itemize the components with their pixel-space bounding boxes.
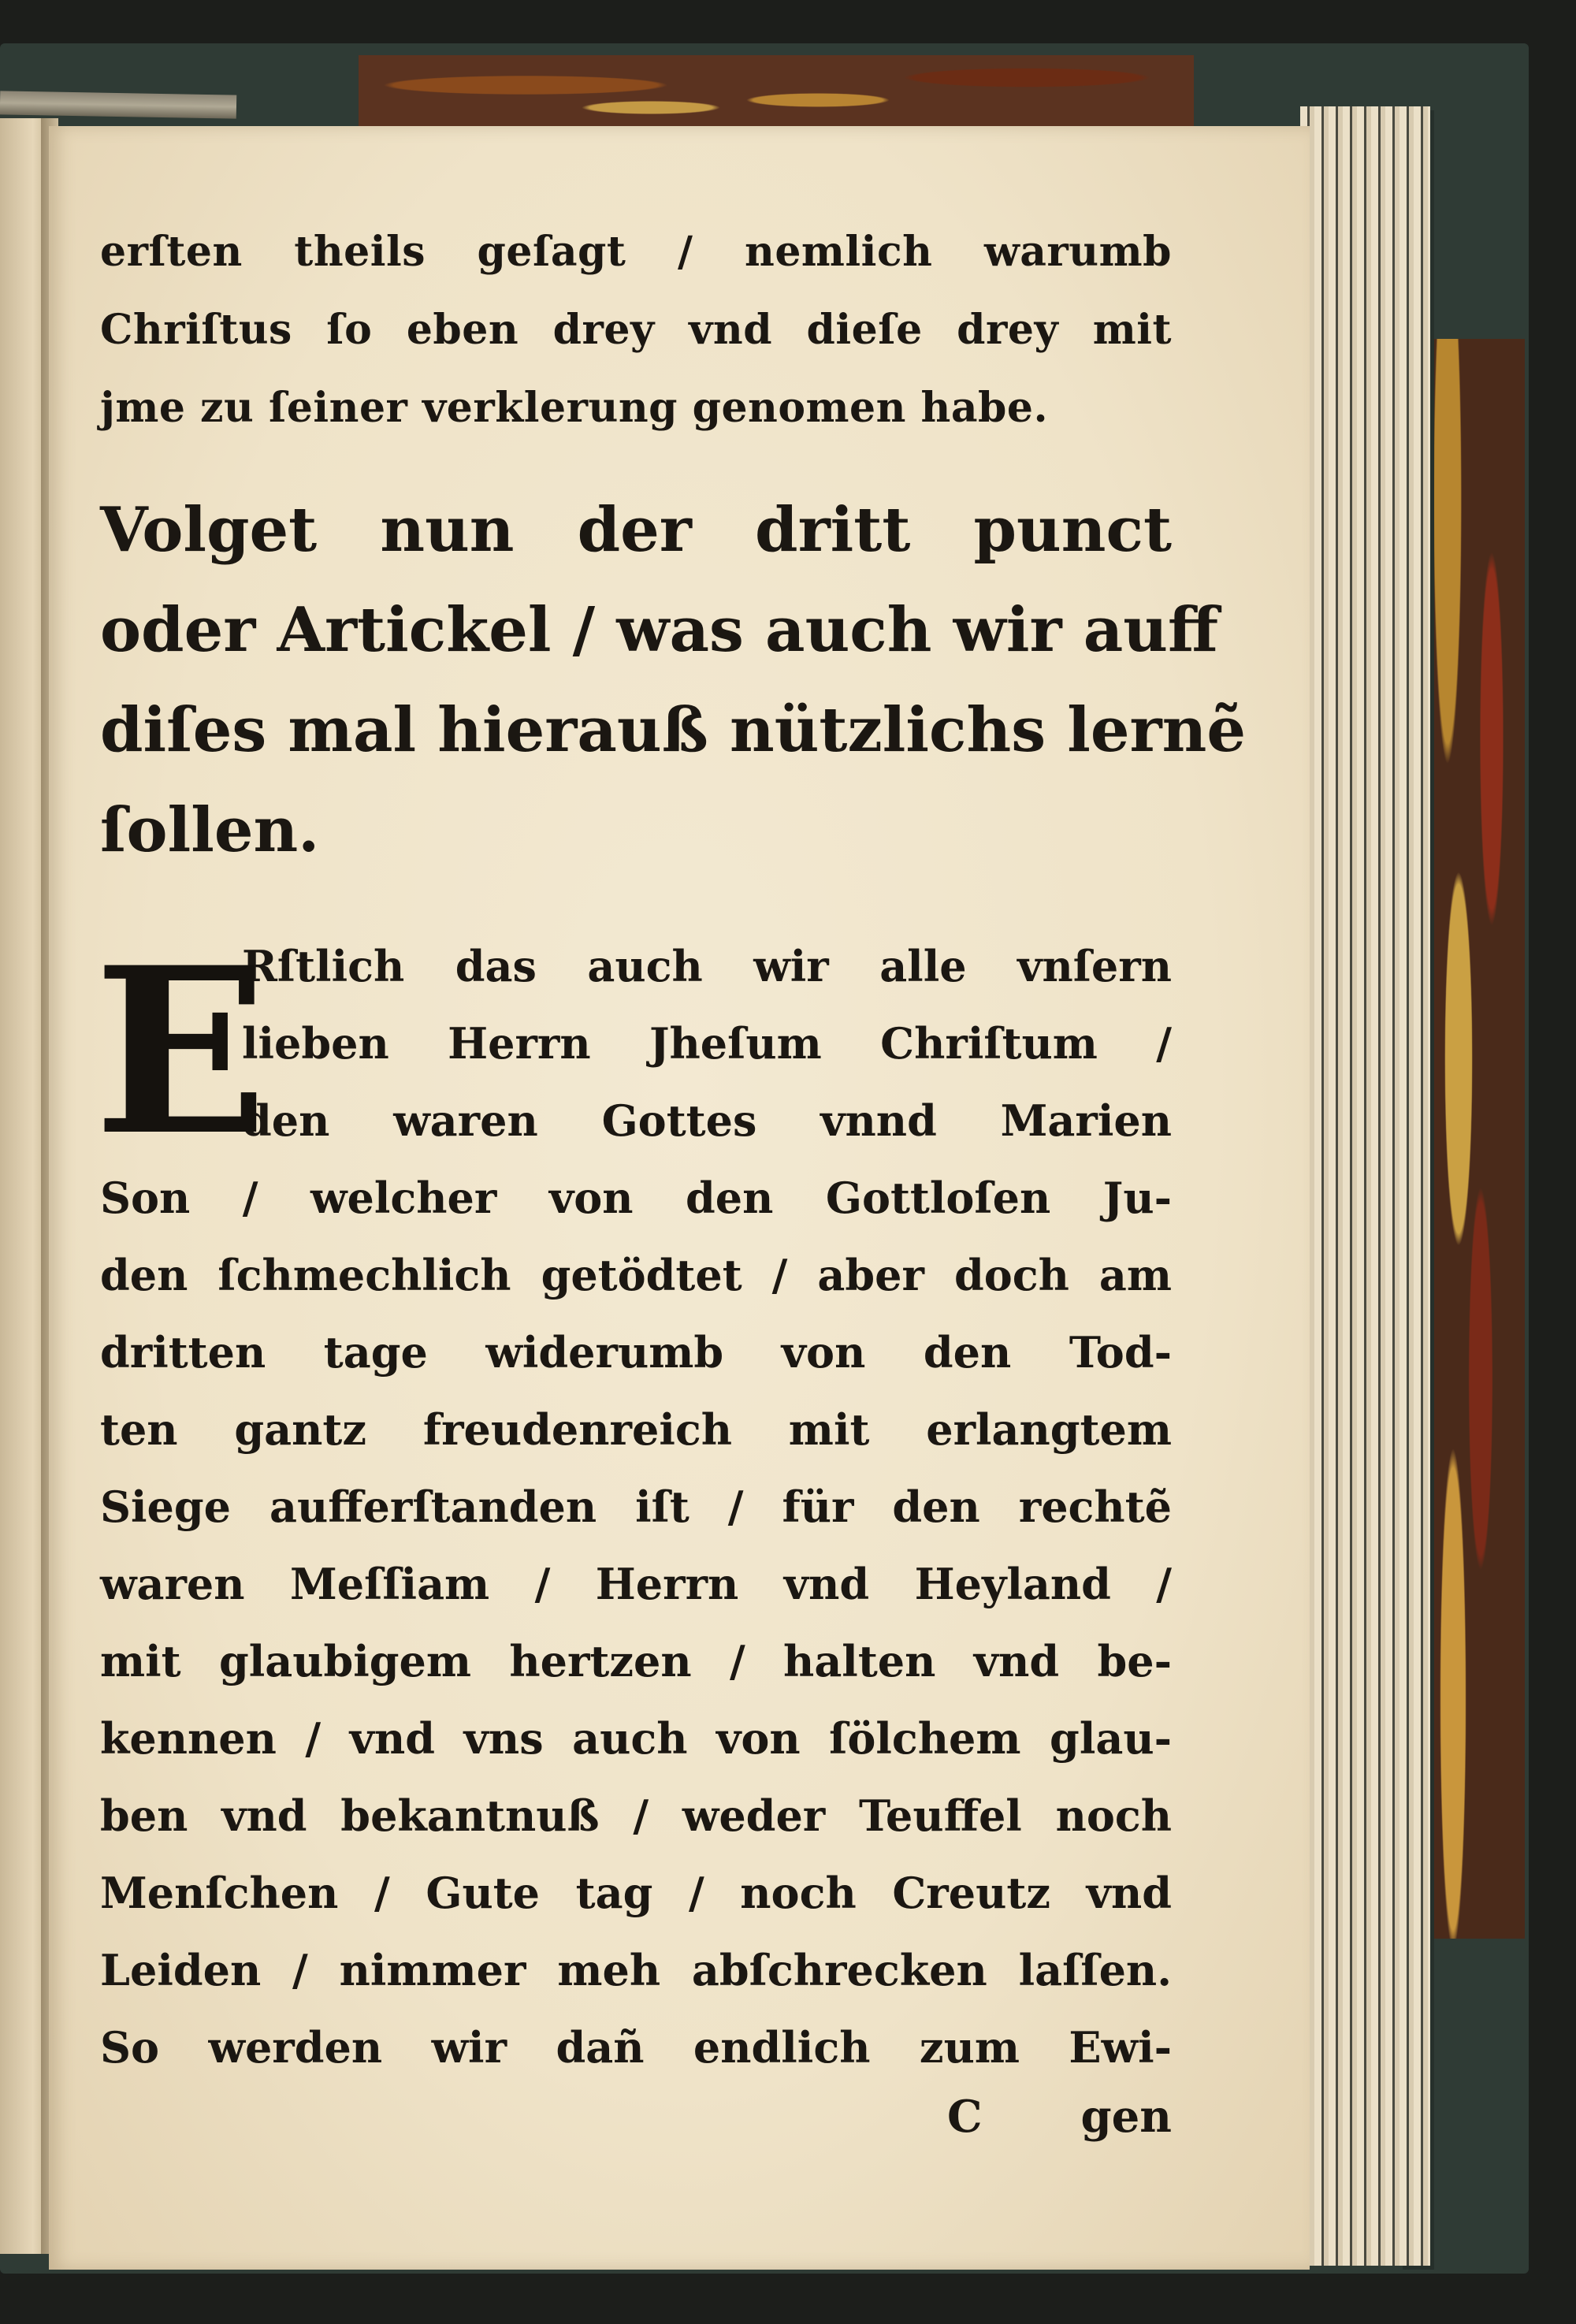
text-line: den waren Gottes vnnd Marien <box>242 1095 1172 1146</box>
heading-line: diſes mal hierauß nützlichs lernẽ <box>100 694 1246 766</box>
text-line: Siege aufferſtanden iſt / für den rechtẽ <box>100 1482 1172 1532</box>
text-line: So werden wir dañ endlich zum Ewi- <box>100 2022 1172 2073</box>
marbled-board-top <box>359 55 1194 130</box>
text-line: Chriſtus ſo eben drey vnd dieſe drey mit <box>100 306 1172 354</box>
ribbon-bookmark <box>0 91 236 118</box>
heading-line: ſollen. <box>100 794 320 866</box>
text-line: ben vnd bekantnuß / weder Teuffel noch <box>100 1790 1172 1841</box>
heading-line: oder Artickel / was auch wir auff <box>100 594 1218 666</box>
text-block <box>94 213 1246 2170</box>
drop-cap-initial: E <box>94 918 269 1186</box>
text-line: mit glaubigem hertzen / halten vnd be- <box>100 1636 1172 1686</box>
heading-line: Volget nun der dritt punct <box>100 494 1172 566</box>
top-paragraph <box>100 213 1172 447</box>
page-edges-stack <box>1300 106 1430 2266</box>
text-line: dritten tage widerumb von den Tod- <box>100 1327 1172 1378</box>
text-line: den ſchmechlich getödtet / aber doch am <box>100 1250 1172 1300</box>
left-page-edge <box>0 118 47 2254</box>
text-line: lieben Herrn Jheſum Chriſtum / <box>242 1018 1172 1069</box>
catchword: gen <box>1080 2091 1172 2143</box>
text-line: ten gantz freudenreich mit erlangtem <box>100 1404 1172 1455</box>
page-footer <box>100 2091 1172 2170</box>
text-line: jme zu ſeiner verklerung genomen habe. <box>100 384 1049 432</box>
book-page <box>49 126 1310 2270</box>
text-line: Son / welcher von den Gottloſen Ju- <box>100 1173 1172 1223</box>
signature-mark: C <box>947 2091 983 2143</box>
text-line: erſten theils geſagt / nemlich warumb <box>100 228 1172 276</box>
section-heading <box>100 480 1246 880</box>
text-line: kennen / vnd vns auch von ſölchem glau- <box>100 1713 1172 1764</box>
body-paragraph <box>94 918 1172 2086</box>
text-line: Rſtlich das auch wir alle vnſern <box>242 941 1172 991</box>
text-line: Menſchen / Gute tag / noch Creutz vnd <box>100 1868 1172 1918</box>
text-line: Leiden / nimmer meh abſchrecken laſſen. <box>100 1945 1172 1995</box>
text-line: waren Meſſiam / Herrn vnd Heyland / <box>100 1559 1172 1609</box>
